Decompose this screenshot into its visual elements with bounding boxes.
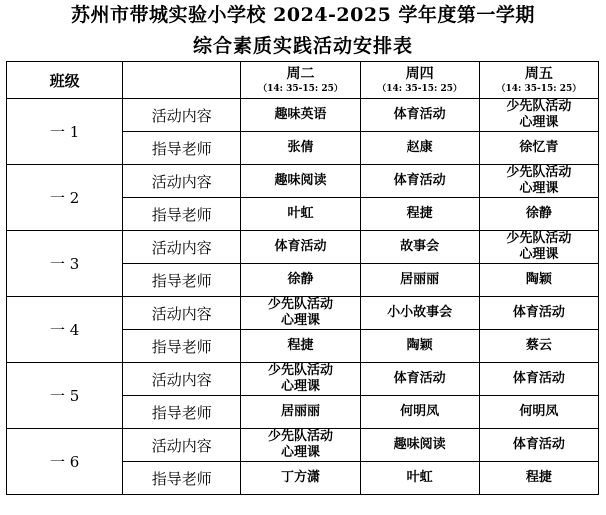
class-activity-row (7, 165, 599, 198)
class-column-header: 班级 (7, 62, 123, 99)
teacher-cell: 居丽丽 (241, 396, 360, 429)
activity-cell: 体育活动 (241, 231, 360, 264)
day-header-thursday (360, 62, 479, 99)
teacher-cell: 何明凤 (360, 396, 479, 429)
row-type-label: 活动内容 (123, 165, 241, 198)
row-type-label: 指导老师 (123, 132, 241, 165)
teacher-cell: 丁方潇 (241, 462, 360, 495)
teacher-cell: 叶虹 (241, 198, 360, 231)
teacher-cell: 赵康 (360, 132, 479, 165)
activity-cell (479, 99, 598, 132)
day-header-tuesday (241, 62, 360, 99)
cell-line: 心理课 (519, 181, 559, 196)
page-title: 苏州市带城实验小学校 2024-2025 学年度第一学期 (71, 4, 535, 26)
class-activity-row (7, 429, 599, 462)
teacher-cell: 程捷 (360, 198, 479, 231)
cell-line: 心理课 (280, 379, 320, 394)
activity-cell: 体育活动 (360, 363, 479, 396)
teacher-cell: 张倩 (241, 132, 360, 165)
day-time: （14: 35-15: 25） (496, 84, 582, 94)
activity-cell: 体育活动 (479, 297, 598, 330)
cell-line: 少先队活动 (267, 297, 333, 312)
cell-line: 心理课 (519, 247, 559, 262)
activity-cell (241, 429, 360, 462)
type-column-header (123, 62, 241, 99)
teacher-cell: 程捷 (479, 462, 598, 495)
schedule-table (6, 61, 599, 495)
row-type-label: 指导老师 (123, 330, 241, 363)
teacher-cell: 陶颖 (479, 264, 598, 297)
teacher-cell: 程捷 (241, 330, 360, 363)
cell-line: 心理课 (519, 115, 559, 130)
teacher-cell: 蔡云 (479, 330, 598, 363)
activity-cell (241, 363, 360, 396)
activity-cell: 趣味阅读 (241, 165, 360, 198)
row-type-label: 活动内容 (123, 363, 241, 396)
row-type-label: 指导老师 (123, 264, 241, 297)
activity-cell: 故事会 (360, 231, 479, 264)
teacher-cell: 徐静 (241, 264, 360, 297)
cell-line: 心理课 (280, 445, 320, 460)
day-name: 周四 (405, 66, 434, 82)
activity-cell: 体育活动 (360, 165, 479, 198)
row-type-label: 指导老师 (123, 198, 241, 231)
row-type-label: 活动内容 (123, 429, 241, 462)
page-subtitle: 综合素质实践活动安排表 (192, 35, 413, 57)
header-row (7, 62, 599, 99)
row-type-label: 指导老师 (123, 462, 241, 495)
teacher-cell: 居丽丽 (360, 264, 479, 297)
cell-line: 少先队活动 (506, 231, 572, 246)
activity-cell (479, 165, 598, 198)
cell-line: 少先队活动 (267, 429, 333, 444)
day-header-friday (479, 62, 598, 99)
row-type-label: 活动内容 (123, 99, 241, 132)
day-name: 周二 (286, 66, 315, 82)
activity-cell: 体育活动 (479, 429, 598, 462)
teacher-cell: 叶虹 (360, 462, 479, 495)
cell-line: 少先队活动 (506, 99, 572, 114)
day-time: （14: 35-15: 25） (258, 84, 343, 94)
class-name: 一 4 (7, 297, 123, 363)
class-activity-row (7, 231, 599, 264)
class-name: 一 5 (7, 363, 123, 429)
activity-cell: 体育活动 (479, 363, 598, 396)
activity-cell: 体育活动 (360, 99, 479, 132)
class-name: 一 3 (7, 231, 123, 297)
class-name: 一 6 (7, 429, 123, 495)
activity-cell (241, 297, 360, 330)
row-type-label: 活动内容 (123, 297, 241, 330)
activity-cell (479, 231, 598, 264)
cell-line: 心理课 (280, 313, 320, 328)
teacher-cell: 何明凤 (479, 396, 598, 429)
row-type-label: 指导老师 (123, 396, 241, 429)
teacher-cell: 徐静 (479, 198, 598, 231)
cell-line: 少先队活动 (506, 165, 572, 180)
activity-cell: 趣味阅读 (360, 429, 479, 462)
class-name: 一 2 (7, 165, 123, 231)
row-type-label: 活动内容 (123, 231, 241, 264)
activity-cell: 小小故事会 (360, 297, 479, 330)
teacher-cell: 徐忆青 (479, 132, 598, 165)
teacher-cell: 陶颖 (360, 330, 479, 363)
class-activity-row (7, 99, 599, 132)
class-name: 一 1 (7, 99, 123, 165)
class-activity-row (7, 363, 599, 396)
cell-line: 少先队活动 (267, 363, 333, 378)
day-time: （14: 35-15: 25） (377, 84, 463, 94)
class-activity-row (7, 297, 599, 330)
activity-cell: 趣味英语 (241, 99, 360, 132)
day-name: 周五 (524, 66, 553, 82)
